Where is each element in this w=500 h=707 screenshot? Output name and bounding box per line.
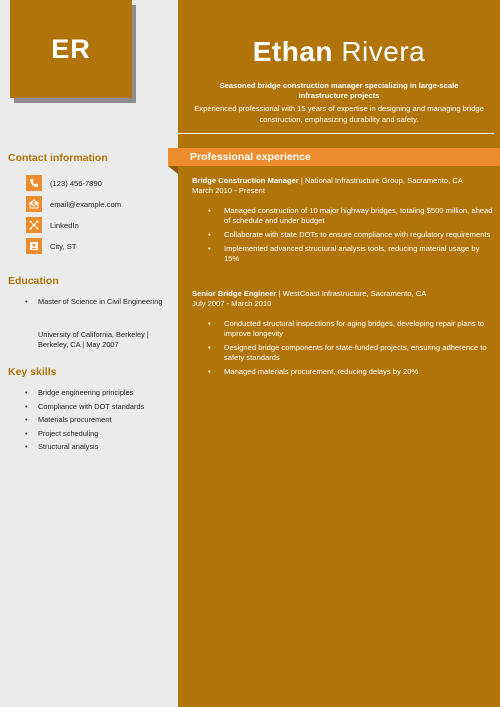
job-bullet: • Implemented advanced structural analysis tools, reducing material usage by 15% (206, 244, 496, 264)
job-bullets (206, 319, 496, 381)
last-name: Rivera (341, 36, 426, 67)
phone-text: (123) 456-7890 (50, 178, 102, 188)
job-title-line (192, 176, 463, 186)
skills-heading: Key skills (8, 366, 57, 378)
education-degree: • Master of Science in Civil Engineering (22, 297, 172, 307)
first-name: Ethan (252, 36, 334, 67)
job-dates: March 2010 - Present (192, 186, 266, 195)
job-title: Bridge Construction Manager (192, 176, 299, 185)
headline: Seasoned bridge construction manager specializing in large-scale infrastructure projects (219, 81, 459, 100)
contact-heading: Contact information (8, 152, 108, 164)
monogram: ER (10, 0, 132, 98)
education-school: University of California, Berkeley | Berkeley, CA | May 2007 (38, 330, 149, 349)
job-bullet: • Managed construction of 10 major highway bridges, totaling $500 million, ahead of schedule and under budget (206, 206, 496, 226)
linkedin-icon (26, 217, 42, 233)
skill-item: • Materials procurement (22, 415, 172, 425)
location-icon (26, 238, 42, 254)
candidate-name (178, 36, 500, 68)
job-bullet: • Collaborate with state DOTs to ensure compliance with regulatory requirements (206, 230, 496, 240)
skill-item: • Bridge engineering principles (22, 388, 172, 398)
contact-email[interactable] (26, 196, 121, 212)
education-list (22, 297, 172, 307)
summary: Experienced professional with 15 years of expertise in designing and managing bridge construction, emphasizing durability and safety. (194, 104, 484, 124)
contact-phone (26, 175, 102, 191)
job-bullets (206, 206, 496, 268)
location-text: City, ST (50, 241, 77, 251)
skills-list (22, 388, 172, 456)
skill-item: • Project scheduling (22, 429, 172, 439)
email-text[interactable]: email@example.com (50, 199, 122, 209)
experience-heading: Professional experience (190, 151, 311, 163)
job-bullet: • Managed materials procurement, reducing delays by 20% (206, 367, 496, 377)
header-divider (178, 133, 494, 134)
email-icon (26, 196, 42, 212)
skill-item: • Structural analysis (22, 442, 172, 452)
job-bullet: • Conducted structural inspections for aging bridges, developing repair plans to improve longevity (206, 319, 496, 339)
skill-item: • Compliance with DOT standards (22, 402, 172, 412)
education-heading: Education (8, 275, 59, 287)
job-title: Senior Bridge Engineer (192, 289, 277, 298)
job-company: | National Infrastructure Group, Sacramento, CA (298, 176, 463, 185)
phone-icon (26, 175, 42, 191)
job-company: | WestCoast Infrastructure, Sacramento, CA (276, 289, 427, 298)
experience-banner-fold (168, 166, 178, 174)
contact-location (26, 238, 76, 254)
linkedin-text[interactable]: LinkedIn (50, 220, 79, 230)
job-title-line (192, 289, 426, 299)
contact-linkedin[interactable] (26, 217, 79, 233)
sidebar (0, 0, 178, 707)
job-bullet: • Designed bridge components for state-funded projects, ensuring adherence to safety standards (206, 343, 496, 363)
job-dates: July 2007 - March 2010 (192, 299, 272, 308)
